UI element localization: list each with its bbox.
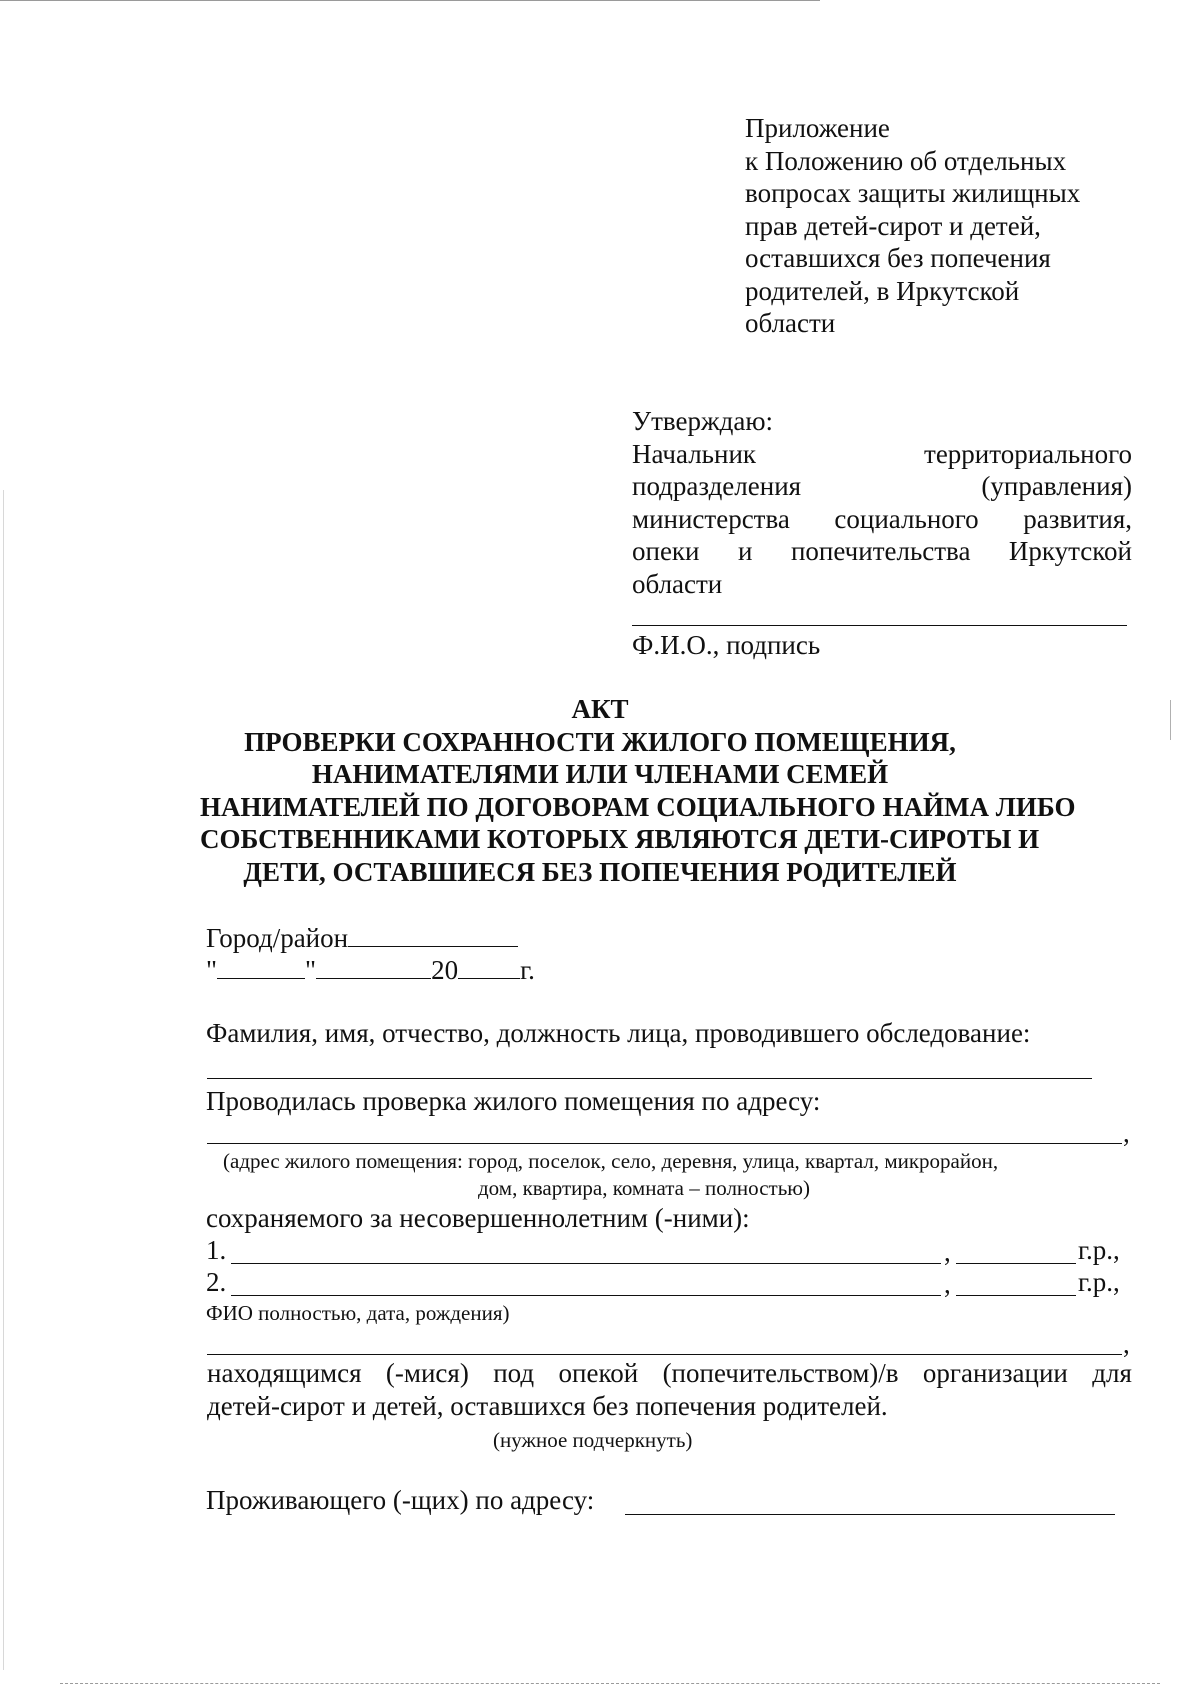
appendix-line: оставшихся без попечения [745, 243, 1051, 273]
city-row [206, 922, 518, 954]
approval-word: попечительства [790, 536, 971, 566]
approval-word: территориального [924, 438, 1132, 469]
date-quote-close: " [305, 955, 317, 985]
signature-caption: Ф.И.О., подпись [632, 630, 821, 660]
title-line: АКТ [571, 694, 629, 724]
approval-row [632, 535, 1132, 568]
appendix-note [745, 112, 1165, 340]
title-line: НАНИМАТЕЛЕЙ ПО ДОГОВОРАМ СОЦИАЛЬНОГО НАЙМА ЛИБО [200, 791, 1076, 822]
title-line: ПРОВЕРКИ СОХРАННОСТИ ЖИЛОГО ПОМЕЩЕНИЯ, [244, 726, 956, 757]
approval-row [632, 470, 1132, 503]
extra-minor-field[interactable] [207, 1354, 1122, 1355]
approval-word: развития, [1023, 503, 1132, 534]
approval-word: опеки [632, 536, 700, 566]
scan-edge-left [3, 490, 4, 1670]
appendix-line: Приложение [745, 113, 890, 143]
title-line: ДЕТИ, ОСТАВШИЕСЯ БЕЗ ПОПЕЧЕНИЯ РОДИТЕЛЕЙ [243, 856, 957, 887]
address-field[interactable] [207, 1143, 1122, 1144]
minor-number: 1. [206, 1235, 227, 1265]
minor-row-2 [206, 1267, 226, 1298]
address-comma: , [1123, 1118, 1130, 1148]
guardianship-word: находящимся [207, 1358, 362, 1388]
guardianship-word: организации [922, 1358, 1068, 1388]
minor-1-birthdate-field[interactable] [956, 1263, 1076, 1264]
minor-2-comma: , [944, 1269, 951, 1299]
residence-row [206, 1485, 594, 1516]
underline-hint: (нужное подчеркнуть) [493, 1428, 693, 1452]
inspector-field[interactable] [207, 1078, 1092, 1079]
appendix-line: к Положению об отдельных [745, 145, 1067, 176]
appendix-line: вопросах защиты жилищных [745, 178, 1081, 208]
scan-edge-top [0, 0, 820, 1]
scan-edge-bottom [60, 1683, 1160, 1684]
minor-row-1 [206, 1235, 226, 1266]
residence-label: Проживающего (-щих) по адресу: [206, 1485, 595, 1515]
address-hint-line2: дом, квартира, комната – полностью) [478, 1176, 810, 1200]
date-year-field[interactable] [458, 954, 520, 979]
extra-minor-comma: , [1123, 1329, 1130, 1359]
minor-1-name-field[interactable] [231, 1263, 941, 1264]
approval-row [632, 503, 1132, 536]
approval-word: социального [834, 503, 979, 534]
city-label: Город/район [206, 923, 349, 953]
minor-1-birth-abbr: г.р., [1078, 1235, 1120, 1265]
inspector-label: Фамилия, имя, отчество, должность лица, проводившего обследование: [206, 1018, 1031, 1048]
approval-row [632, 438, 1132, 471]
appendix-line: области [745, 308, 836, 338]
appendix-line: родителей, в Иркутской [745, 275, 1020, 306]
city-field[interactable] [348, 922, 518, 947]
minor-2-birthdate-field[interactable] [956, 1295, 1076, 1296]
guardianship-word: (-мися) [385, 1358, 469, 1388]
minors-label: сохраняемого за несовершеннолетним (-ними): [206, 1203, 750, 1233]
fio-hint: ФИО полностью, дата, рождения) [206, 1301, 510, 1325]
date-month-field[interactable] [316, 954, 431, 979]
date-day-field[interactable] [217, 954, 305, 979]
approval-heading: Утверждаю: [632, 406, 774, 436]
minor-2-birth-abbr: г.р., [1078, 1267, 1120, 1297]
date-suffix: г. [520, 955, 535, 985]
signature-field[interactable] [632, 625, 1127, 626]
minor-number: 2. [206, 1267, 227, 1297]
approval-block [632, 405, 1132, 600]
approval-word: подразделения [632, 471, 802, 501]
approval-word: Начальник [632, 438, 757, 469]
approval-word: министерства [632, 503, 790, 534]
approval-last-line: области [632, 568, 723, 599]
guardianship-line-2: детей-сирот и детей, оставшихся без попечения родителей. [207, 1391, 888, 1421]
residence-address-field[interactable] [625, 1514, 1115, 1515]
guardianship-word: опекой [558, 1358, 639, 1388]
date-row [206, 954, 535, 986]
address-label: Проводилась проверка жилого помещения по адресу: [206, 1086, 821, 1116]
approval-word: Иркутской [1008, 536, 1132, 566]
guardianship-word: под [493, 1358, 535, 1388]
title-line: СОБСТВЕННИКАМИ КОТОРЫХ ЯВЛЯЮТСЯ ДЕТИ-СИРОТЫ И [200, 824, 1040, 854]
date-quote-open: " [206, 955, 218, 985]
appendix-line: прав детей-сирот и детей, [745, 210, 1041, 241]
title-line: НАНИМАТЕЛЯМИ ИЛИ ЧЛЕНАМИ СЕМЕЙ [311, 759, 889, 789]
guardianship-paragraph [207, 1357, 1132, 1423]
approval-word: и [738, 536, 753, 566]
date-year-prefix: 20 [431, 955, 459, 985]
guardianship-word: для [1092, 1358, 1132, 1388]
minor-1-comma: , [944, 1237, 951, 1267]
document-title [200, 693, 1076, 888]
guardianship-line-1 [207, 1357, 1132, 1390]
minor-2-name-field[interactable] [231, 1295, 941, 1296]
approval-word: (управления) [981, 471, 1132, 501]
address-hint-line1: (адрес жилого помещения: город, поселок, село, деревня, улица, квартал, микрорайон, [223, 1149, 999, 1173]
guardianship-word: (попечительством)/в [662, 1358, 899, 1388]
scan-edge-right [1170, 700, 1171, 740]
